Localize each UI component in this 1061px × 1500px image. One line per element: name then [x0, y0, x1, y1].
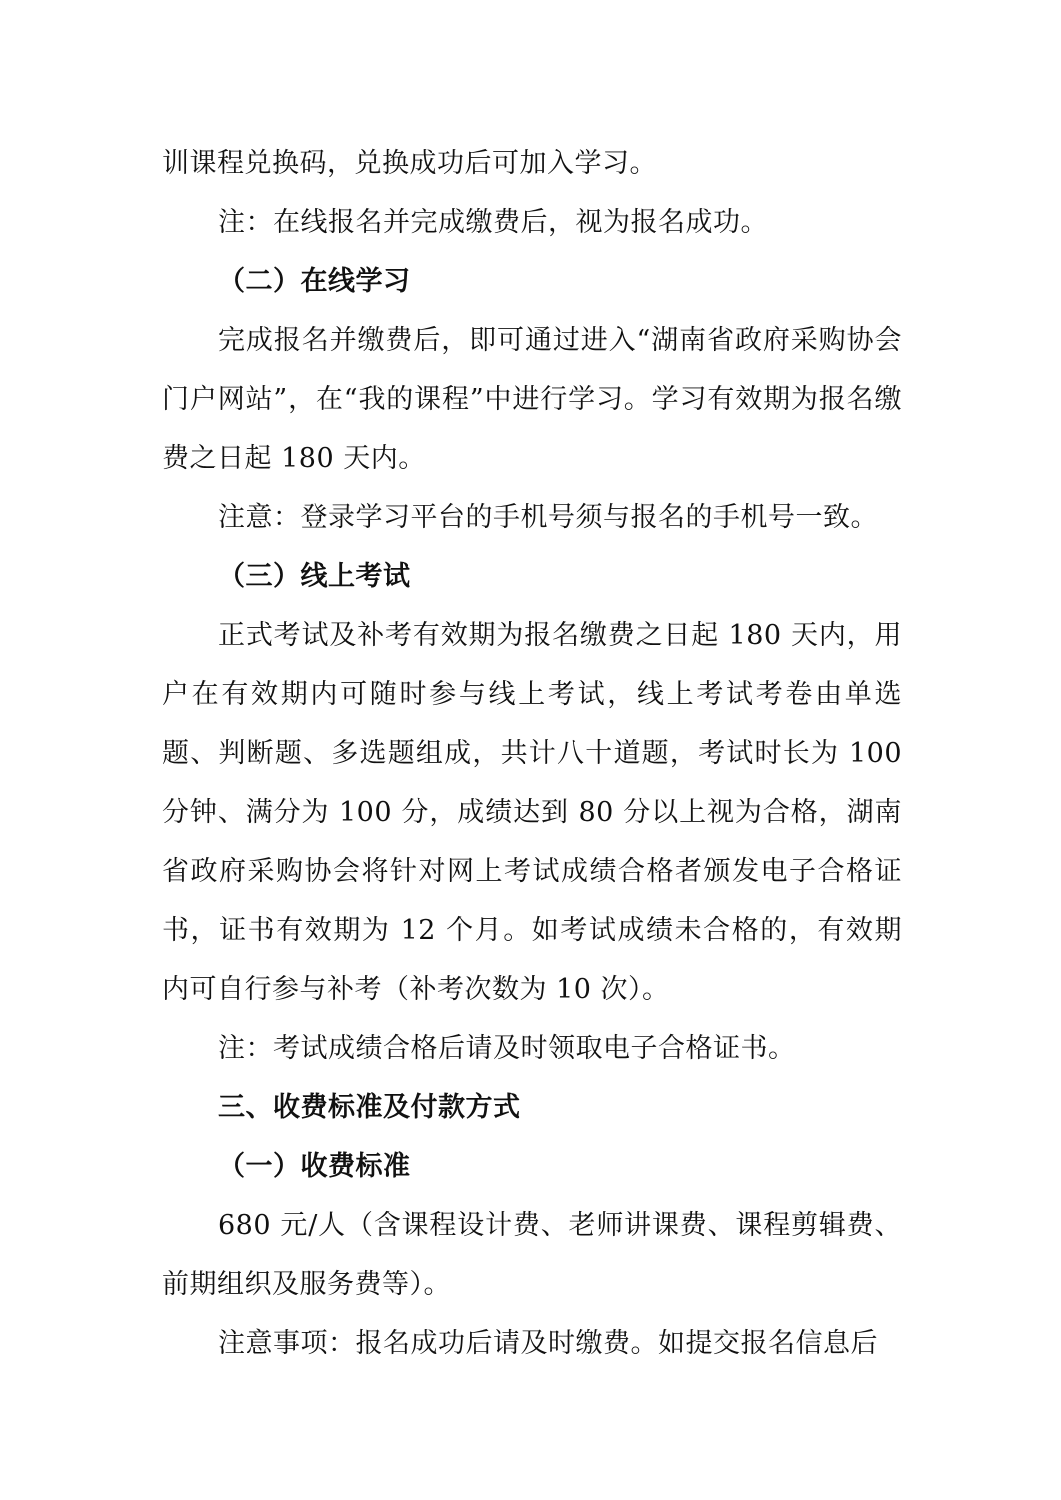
note-certificate: 注：考试成绩合格后请及时领取电子合格证书。 — [218, 1033, 796, 1064]
paragraph-fee-standard: 680 元/人（含课程设计费、老师讲课费、课程剪辑费、前期组织及服务费等）。 — [162, 1210, 902, 1300]
document-body — [162, 134, 902, 1373]
note-login-phone: 注意：登录学习平台的手机号须与报名的手机号一致。 — [218, 502, 878, 533]
section-heading-fees-payment: 三、收费标准及付款方式 — [218, 1092, 521, 1123]
note-registration-success: 注：在线报名并完成缴费后，视为报名成功。 — [218, 207, 768, 238]
section-heading-fee-standard: （一）收费标准 — [218, 1151, 411, 1182]
paragraph-online-study: 完成报名并缴费后，即可通过进入“湖南省政府采购协会门户网站”，在“我的课程”中进行学习。学习有效期为报名缴费之日起 180 天内。 — [162, 325, 902, 474]
paragraph-redeem-code: 训课程兑换码，兑换成功后可加入学习。 — [162, 148, 657, 179]
section-heading-online-exam: （三）线上考试 — [218, 561, 411, 592]
section-heading-online-study: （二）在线学习 — [218, 266, 411, 297]
paragraph-online-exam: 正式考试及补考有效期为报名缴费之日起 180 天内，用户在有效期内可随时参与线上考试，线上考试考卷由单选题、判断题、多选题组成，共计八十道题，考试时长为 100 分钟、满分为 100 分，成绩达到 80 分以上视为合格，湖南省政府采购协会将针对网上考试成绩合格者颁发电子合格证书，证书有效期为 12 个月。如考试成绩未合格的，有效期内可自行参与补考（补考次数为 10 次）。 — [162, 620, 902, 1005]
paragraph-payment-notes: 注意事项：报名成功后请及时缴费。如提交报名信息后 — [218, 1328, 878, 1359]
